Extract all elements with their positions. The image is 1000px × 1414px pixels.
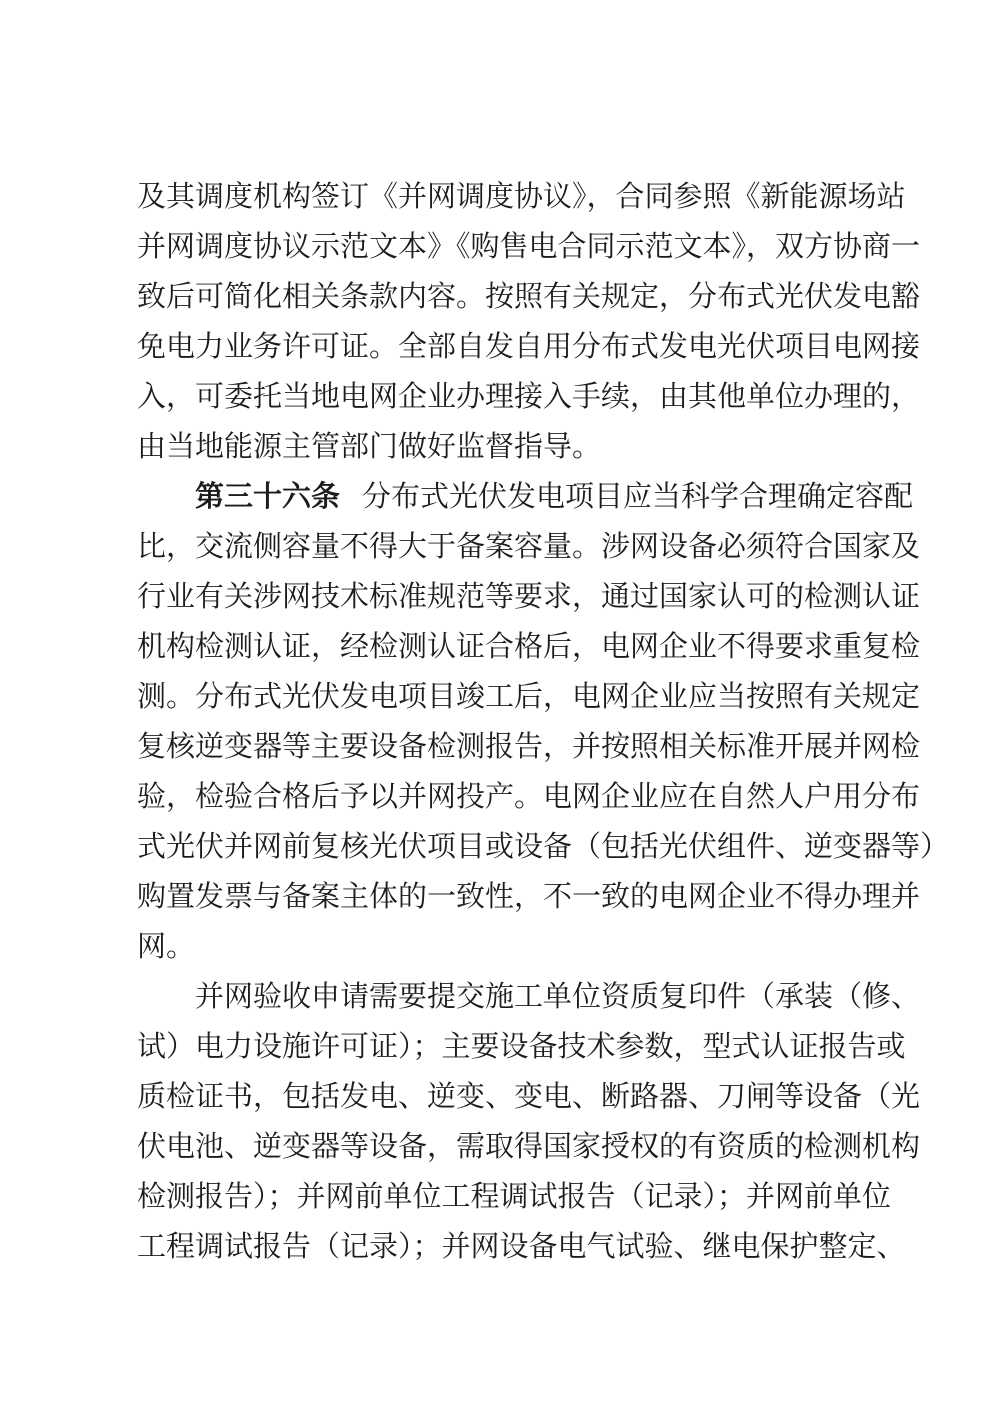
paragraph-3-line-3: 质检证书，包括发电、逆变、变电、断路器、刀闸等设备（光 — [137, 1079, 921, 1113]
article-36-line-2: 比，交流侧容量不得大于备案容量。涉网设备必须符合国家及 — [137, 529, 921, 563]
paragraph-3-line-5: 检测报告）；并网前单位工程调试报告（记录）；并网前单位 — [137, 1179, 892, 1213]
article-36-line-10: 网。 — [137, 929, 196, 963]
article-36-line-9: 购置发票与备案主体的一致性，不一致的电网企业不得办理并 — [137, 879, 921, 913]
article-36-line-3: 行业有关涉网技术标准规范等要求，通过国家认可的检测认证 — [137, 579, 921, 613]
paragraph-3-line-4: 伏电池、逆变器等设备，需取得国家授权的有资质的检测机构 — [137, 1129, 921, 1163]
article-36-line-8: 式光伏并网前复核光伏项目或设备（包括光伏组件、逆变器等） — [137, 829, 950, 863]
article-36-line-4: 机构检测认证，经检测认证合格后，电网企业不得要求重复检 — [137, 629, 921, 663]
paragraph-3-line-6: 工程调试报告（记录）；并网设备电气试验、继电保护整定、 — [137, 1229, 906, 1263]
paragraph-1-line-1: 及其调度机构签订《并网调度协议》，合同参照《新能源场站 — [137, 179, 906, 213]
paragraph-3-line-1: 并网验收申请需要提交施工单位资质复印件（承装（修、 — [195, 979, 921, 1013]
article-label: 第三十六条 — [195, 479, 341, 513]
article-36-first-line-text: 分布式光伏发电项目应当科学合理确定容配 — [362, 479, 914, 513]
article-36-line-7: 验，检验合格后予以并网投产。电网企业应在自然人户用分布 — [137, 779, 921, 813]
paragraph-1-line-3: 致后可简化相关条款内容。按照有关规定，分布式光伏发电豁 — [137, 279, 921, 313]
article-36-line-5: 测。分布式光伏发电项目竣工后，电网企业应当按照有关规定 — [137, 679, 921, 713]
paragraph-1-line-6: 由当地能源主管部门做好监督指导。 — [137, 429, 602, 463]
article-36-line-6: 复核逆变器等主要设备检测报告，并按照相关标准开展并网检 — [137, 729, 921, 763]
paragraph-1-line-2: 并网调度协议示范文本》《购售电合同示范文本》，双方协商一 — [137, 229, 921, 263]
paragraph-1-line-5: 入，可委托当地电网企业办理接入手续，由其他单位办理的， — [137, 379, 921, 413]
paragraph-3-line-2: 试）电力设施许可证）；主要设备技术参数，型式认证报告或 — [137, 1029, 906, 1063]
paragraph-1-line-4: 免电力业务许可证。全部自发自用分布式发电光伏项目电网接 — [137, 329, 921, 363]
article-36-first-line — [195, 471, 914, 521]
